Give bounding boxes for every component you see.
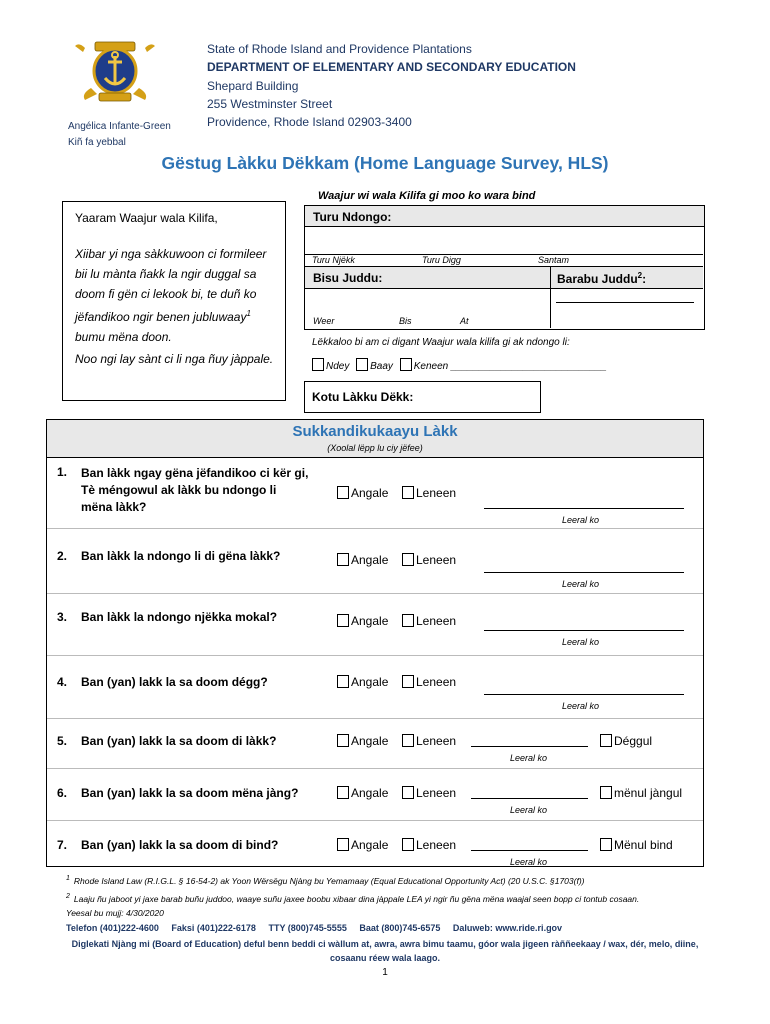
relation-father-label: Baay [370,361,393,372]
q1-other-checkbox[interactable] [402,486,414,499]
birth-date-label: Bisu Juddu: [313,271,383,285]
q2-yes-label: Angale [351,553,389,567]
q6-yes-checkbox[interactable] [337,786,349,799]
q5-specify-input[interactable] [471,746,588,747]
q1-specify-caption: Leeral ko [562,515,600,525]
footnote-1 [66,875,585,886]
year-caption: At [460,316,469,326]
question-5-number: 5. [57,734,68,748]
q7-extra-checkbox[interactable] [600,838,612,851]
q5-yes-label: Angale [351,734,389,748]
q5-other-checkbox[interactable] [402,734,414,747]
relationship-question: Lëkkaloo bi am ci digant Waajur wala kilifa gi ak ndongo li: [312,337,570,348]
question-4-yes [337,675,388,689]
day-caption: Bis [399,316,412,326]
state-name: State of Rhode Island and Providence Plantations [207,42,472,56]
footnote-ref-1: 1 [246,309,251,318]
agency-address [207,40,576,131]
q2-other-checkbox[interactable] [402,553,414,566]
q6-other-label: Leneen [416,786,457,800]
q1-yes-checkbox[interactable] [337,486,349,499]
row-divider [47,718,703,719]
q2-other-label: Leneen [416,553,457,567]
birth-divider [550,266,551,328]
question-4-other [402,675,456,689]
question-6-yes [337,786,388,800]
row-divider [47,655,703,656]
nondiscrimination-statement: Diglekati Njàng mi (Board of Education) deful benn beddi ci wàllum at, awra, awra bimu taamu, góor wala jigeen ràññeekaay / wax, dér, melo, diine, cosaanu réew wala laago. [71,939,699,963]
q7-specify-caption: Leeral ko [510,857,548,867]
question-5-text: Ban (yan) lakk la sa doom di làkk? [81,734,277,748]
footnote-ref-2: 2 [637,271,643,280]
question-6-extra [600,786,682,800]
q6-specify-input[interactable] [471,798,588,799]
q6-yes-label: Angale [351,786,389,800]
letter-body-end: bumu mëna doon. [75,330,172,344]
question-7-extra [600,838,673,852]
q7-other-label: Leneen [416,838,457,852]
relationship-options [312,358,607,372]
question-4-number: 4. [57,675,68,689]
q6-extra-checkbox[interactable] [600,786,612,799]
question-6-text: Ban (yan) lakk la sa doom mëna jàng? [81,786,299,800]
footnote-1-number: 1 [66,875,70,882]
commissioner-name: Angélica Infante-Green [68,121,171,132]
row-divider [47,768,703,769]
relation-other-label: Keneen ____________________________ [413,361,607,372]
q1-other-label: Leneen [416,486,457,500]
letter-thanks: Noo ngi lay sànt ci li nga ñuy jàppale. [75,352,274,366]
footnote-2-number: 2 [66,893,70,900]
letter-greeting: Yaaram Waajur wala Kilifa, [75,211,218,225]
q3-yes-label: Angale [351,614,389,628]
question-5-other [402,734,456,748]
department-name: DEPARTMENT OF ELEMENTARY AND SECONDARY EDUCATION [207,60,576,75]
city-address: Providence, Rhode Island 02903-3400 [207,115,412,130]
relation-mother-label: Ndey [326,361,350,372]
birthplace-label-text: Barabu Juddu [557,272,638,286]
question-7-yes [337,838,388,852]
q7-yes-checkbox[interactable] [337,838,349,851]
question-5-yes [337,734,388,748]
q5-yes-checkbox[interactable] [337,734,349,747]
question-5-extra [600,734,652,748]
birthplace-input[interactable] [556,302,694,303]
q1-specify-input[interactable] [484,508,684,509]
birthplace-colon: : [642,272,647,286]
birthplace-label [557,271,646,286]
q7-extra-label: Mënul bind [614,838,673,852]
street-address: 255 Westminster Street [207,96,333,111]
page-number: 1 [382,967,388,978]
q6-extra-label: mënul jàngul [614,786,683,800]
row-divider [47,528,703,529]
question-1-yes [337,486,388,500]
q5-extra-checkbox[interactable] [600,734,612,747]
question-2-number: 2. [57,549,68,563]
question-1-other [402,486,456,500]
question-4-text: Ban (yan) lakk la sa doom dégg? [81,675,268,689]
question-3-text: Ban làkk la ndongo njëkka mokal? [81,610,278,624]
last-name-caption: Santam [538,255,570,265]
q2-specify-input[interactable] [484,572,684,573]
q3-specify-caption: Leeral ko [562,637,600,647]
question-6-other [402,786,456,800]
q1-yes-label: Angale [351,486,389,500]
q5-other-label: Leneen [416,734,457,748]
name-label: Turu Ndongo: [313,210,392,224]
q2-specify-caption: Leeral ko [562,579,600,589]
q6-specify-caption: Leeral ko [510,805,548,815]
question-2-other [402,553,456,567]
letter-body [75,244,280,347]
relation-father-checkbox[interactable] [356,358,368,371]
question-2-text: Ban làkk la ndongo li di gëna làkk? [81,549,281,563]
building-name: Shepard Building [207,78,299,93]
commissioner-title: Kiñ fa yebbal [68,137,126,148]
month-caption: Weer [313,316,335,326]
revision-date: Yeesal bu mujj: 4/30/2020 [66,908,164,918]
question-3-other [402,614,456,628]
q3-other-checkbox[interactable] [402,614,414,627]
form-caption: Waajur wi wala Kilifa gi moo ko wara bind [318,190,536,202]
question-7-number: 7. [57,838,68,852]
q7-other-checkbox[interactable] [402,838,414,851]
q5-extra-label: Déggul [614,734,653,748]
question-2-yes [337,553,388,567]
letter-body-text: Xiibar yi nga sàkkuwoon ci formileer bii lu mànta ñakk la ngir duggal sa doom fi gën ci lekook bi, te duñ ko jëfandikoo ngir benen jubluwaay [75,247,267,324]
q4-other-label: Leneen [416,675,457,689]
q3-yes-checkbox[interactable] [337,614,349,627]
q4-other-checkbox[interactable] [402,675,414,688]
q7-specify-input[interactable] [471,850,588,851]
survey-heading: Sukkandikukaayu Làkk [292,423,458,440]
q6-other-checkbox[interactable] [402,786,414,799]
relation-other-checkbox[interactable] [400,358,412,371]
birth-date-input[interactable] [305,288,549,314]
q3-specify-input[interactable] [484,630,684,631]
question-1-text: Ban làkk ngay gëna jëfandikoo ci kër gi, Tè méngowul ak làkk bu ndongo li mëna làkk? [81,466,309,514]
q4-specify-input[interactable] [484,694,684,695]
first-name-caption: Turu Njëkk [312,255,355,265]
q7-yes-label: Angale [351,838,389,852]
q4-specify-caption: Leeral ko [562,701,600,711]
state-seal [73,38,157,108]
q2-yes-checkbox[interactable] [337,553,349,566]
question-7-other [402,838,456,852]
footnote-2-text: Laaju ñu jaboot yi jaxe barab buñu juddoo, waaye suñu jaxee boobu xibaar dina jàppale LEA yi ngir ñu gëna mëna waajal seen bopp ci tontub cosaan. [73,893,640,904]
middle-name-caption: Turu Digg [422,255,461,265]
student-name-input[interactable] [305,227,703,255]
home-language-label: Kotu Làkku Dëkk: [312,390,414,404]
survey-subheading: (Xoolal lëpp lu ciy jëfee) [327,443,423,453]
footnote-1-text: Rhode Island Law (R.I.G.L. § 16-54-2) ak Yoon Wërsëgu Njàng bu Yemamaay (Equal Educational Opportunity Act) (20 U.S.C. §1703(f)) [73,875,585,886]
relation-mother-checkbox[interactable] [312,358,324,371]
question-3-number: 3. [57,610,68,624]
row-divider [47,820,703,821]
page-title: Gëstug Làkku Dëkkam (Home Language Survey, HLS) [161,153,609,173]
question-7-text: Ban (yan) lakk la sa doom di bind? [81,838,279,852]
q4-yes-checkbox[interactable] [337,675,349,688]
row-divider [47,593,703,594]
question-3-yes [337,614,388,628]
q4-yes-label: Angale [351,675,389,689]
contact-line: Telefon (401)222-4600 Faksi (401)222-6178 TTY (800)745-5555 Baat (800)745-6575 Daluweb: www.ride.ri.gov [66,923,563,933]
footnote-2 [66,893,639,904]
q3-other-label: Leneen [416,614,457,628]
q5-specify-caption: Leeral ko [510,753,548,763]
question-6-number: 6. [57,786,68,800]
question-1-number: 1. [57,465,68,479]
